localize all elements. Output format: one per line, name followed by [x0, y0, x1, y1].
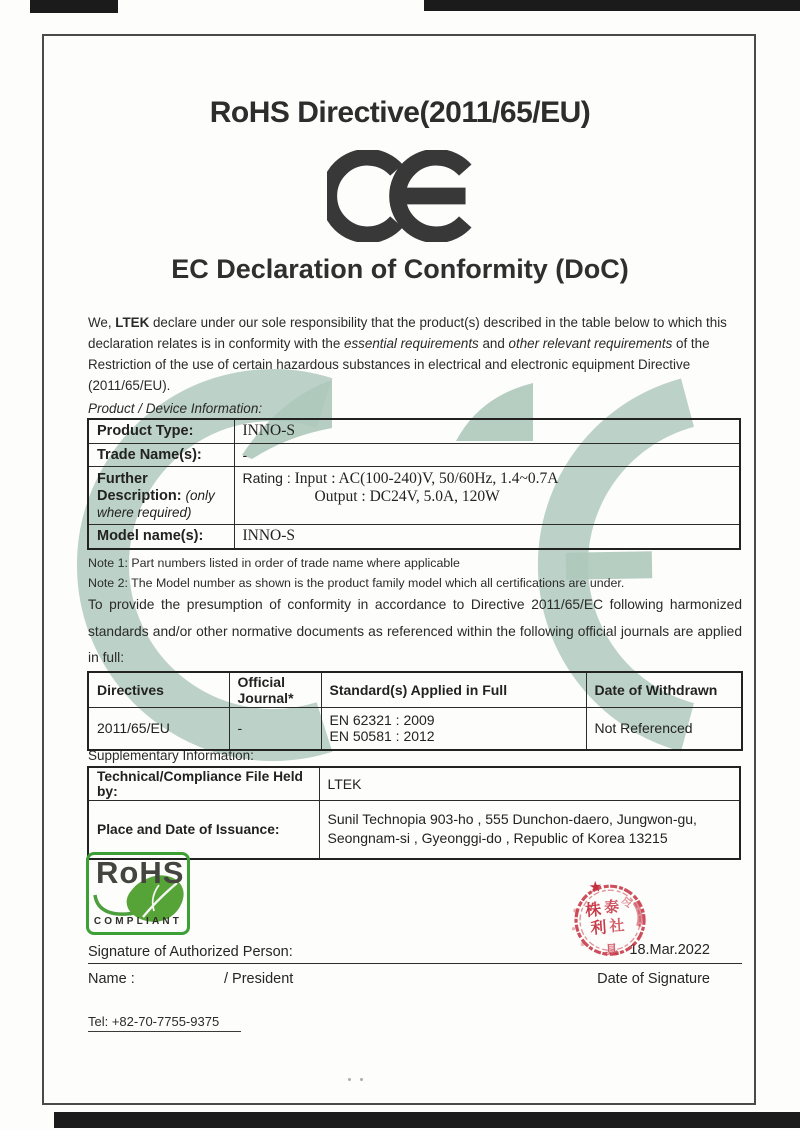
standards-value: [321, 708, 586, 750]
president-title: / President: [224, 971, 294, 987]
table-row: [88, 443, 740, 466]
table-row: [88, 708, 742, 750]
official-journal-header: Official Journal*: [229, 672, 321, 708]
intro-text: We,: [88, 315, 116, 330]
standard-2: EN 50581 : 2012: [329, 728, 435, 745]
signature-date: 18.Mar.2022: [629, 942, 710, 958]
rating-line1: [243, 470, 732, 488]
rating-prefix: Rating :: [242, 469, 295, 486]
stamp-character: 利: [590, 919, 608, 938]
intro-emphasis: other relevant requirements: [508, 336, 673, 351]
file-held-label: Technical/Compliance File Held by:: [88, 767, 319, 801]
rohs-compliant-badge: [86, 852, 190, 935]
table-header-row: [88, 672, 742, 708]
product-type-value: INNO-S: [234, 419, 740, 443]
model-name-value: INNO-S: [234, 524, 740, 549]
further-description-label-text: Further Description:: [97, 470, 182, 504]
supplementary-heading: Supplementary Information:: [88, 748, 254, 763]
product-info-heading: Product / Device Information:: [88, 401, 263, 416]
company-name: LTEK: [115, 315, 150, 330]
product-info-table: [87, 418, 741, 550]
file-held-value: LTEK: [319, 767, 740, 801]
declaration-paragraph: [88, 312, 744, 396]
document-title: RoHS Directive(2011/65/EU): [209, 96, 591, 129]
further-description-label: [88, 466, 234, 524]
stamp-character: 令: [620, 895, 634, 911]
directive-value: 2011/65/EU: [88, 708, 229, 750]
name-label: Name :: [88, 971, 135, 987]
table-row: [88, 767, 740, 801]
issuance-value: Sunil Technopia 903-ho , 555 Dunchon-daero, Jungwon-gu, Seongnam-si , Gyeonggi-do , Republic of Korea 13215: [319, 801, 740, 859]
directives-table: [87, 671, 743, 751]
issuance-label: Place and Date of Issuance:: [88, 801, 319, 859]
stamp-character: 具: [604, 941, 619, 958]
note-2: Note 2: The Model number as shown is the product family model which all certifications are under.: [88, 576, 625, 590]
intro-text: declare under our sole responsibility that the product(s) described in the table below to which this declaration relates is in conformity with the: [88, 315, 727, 351]
rating-value: [234, 466, 740, 524]
conformity-paragraph: To provide the presumption of conformity in accordance to Directive 2011/65/EC following harmonized standards and/or other normative documents as referenced within the following official journals are applied in full:: [88, 597, 742, 665]
company-seal-stamp: [544, 858, 682, 982]
stamp-character: 社: [608, 918, 626, 936]
telephone-number: Tel: +82-70-7755-9375: [88, 1014, 241, 1032]
trade-name-label: Trade Name(s):: [88, 443, 234, 466]
rating-input: Input : AC(100-240)V, 50/60Hz, 1.4~0.7A: [294, 469, 559, 487]
product-type-label: Product Type:: [88, 419, 234, 443]
standard-1: EN 62321 : 2009: [329, 712, 435, 729]
standards-header: Standard(s) Applied in Full: [321, 672, 586, 708]
stamp-star-icon: ★: [589, 878, 602, 895]
rohs-compliant-text: COMPLIANT: [93, 916, 183, 927]
intro-text: of the Restriction of the use of certain hazardous substances in electrical and electronic equipment Directive (2011/65/EU).: [88, 336, 710, 393]
further-description-note: (only where required): [97, 487, 215, 520]
ce-mark-logo: [327, 150, 477, 242]
rating-output: Output : DC24V, 5.0A, 120W: [314, 487, 500, 505]
date-of-signature-label: Date of Signature: [597, 971, 710, 987]
rohs-badge-text: RoHS: [96, 855, 185, 890]
table-row: [88, 466, 740, 524]
model-name-label: Model name(s):: [88, 524, 234, 549]
withdrawn-header: Date of Withdrawn: [586, 672, 742, 708]
stamp-character: 株: [584, 901, 602, 920]
withdrawn-value: Not Referenced: [586, 708, 742, 750]
ce-letter-c: [329, 157, 397, 235]
official-journal-value: -: [229, 708, 321, 750]
table-row: [88, 419, 740, 443]
intro-text: and: [478, 336, 509, 351]
table-row: [88, 524, 740, 549]
supplementary-table: [87, 766, 741, 860]
document-subtitle: EC Declaration of Conformity (DoC): [171, 254, 629, 284]
table-row: [88, 801, 740, 859]
stamp-character: 泰: [603, 899, 620, 917]
note-1: Note 1: Part numbers listed in order of trade name where applicable: [88, 556, 460, 570]
directives-header: Directives: [88, 672, 229, 708]
signature-heading: Signature of Authorized Person:: [88, 944, 293, 960]
intro-emphasis: essential requirements: [344, 336, 479, 351]
trade-name-value: -: [234, 443, 740, 466]
